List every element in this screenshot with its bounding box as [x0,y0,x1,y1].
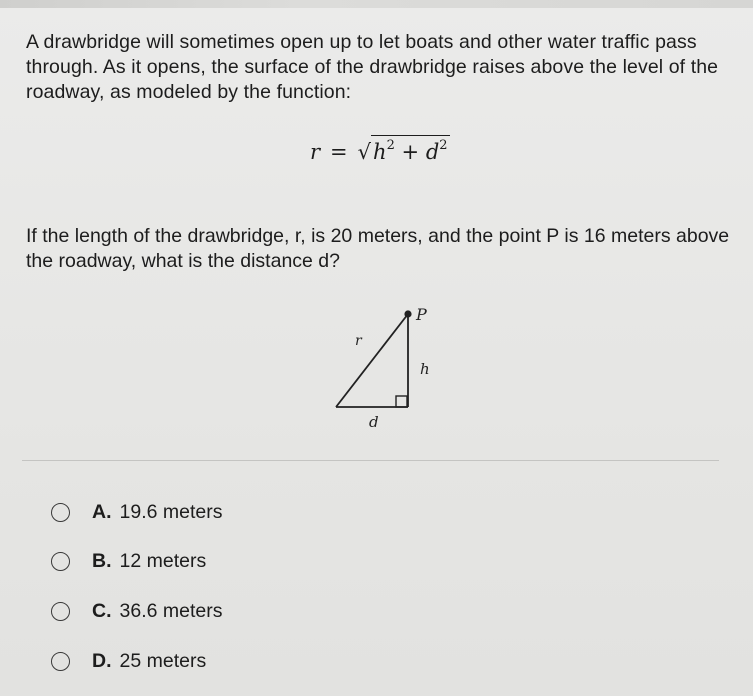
right-angle-marker [396,396,407,407]
hypotenuse-r [336,314,408,407]
choice-d-letter: D. [92,649,112,672]
formula-d-exponent: 2 [439,138,448,153]
formula-r: r [310,140,321,164]
formula-d: d [425,140,440,164]
choice-c-text: 36.6 meters [119,599,223,622]
label-r: r [355,333,362,349]
label-P: P [416,305,427,324]
radicand [371,135,450,164]
choice-a-text: 19.6 meters [119,500,223,523]
label-d: d [369,413,379,431]
choice-c[interactable] [51,598,222,624]
question-text: A drawbridge will sometimes open up to let boats and other water traffic pass through. As it opens, the surface of the drawbridge raises above the level of the roadway, as modeled by the function: [26,31,719,103]
choice-a-letter: A. [92,500,112,523]
sqrt-symbol: √ [357,140,372,164]
point-P [404,310,411,317]
choice-c-letter: C. [92,599,112,622]
top-edge [0,0,753,8]
choice-d-text: 25 meters [119,649,207,672]
radio-c[interactable] [51,602,70,621]
radio-d[interactable] [51,652,70,671]
formula-h-exponent: 2 [386,138,395,153]
choice-b[interactable] [51,548,206,574]
formula-equals: = [330,140,348,164]
formula-plus: + [401,140,420,164]
choice-a[interactable] [51,499,222,525]
label-h: h [420,360,430,378]
choice-b-letter: B. [92,549,112,572]
question-prompt: If the length of the drawbridge, r, is 20 meters, and the point P is 16 meters above the roadway, what is the distance d? [26,225,730,272]
choice-d[interactable] [51,648,206,674]
formula-h: h [373,140,387,164]
radio-a[interactable] [51,503,70,522]
triangle-diagram [325,300,445,435]
choice-b-text: 12 meters [119,549,207,572]
formula [310,135,450,164]
divider [22,460,719,461]
radio-b[interactable] [51,552,70,571]
